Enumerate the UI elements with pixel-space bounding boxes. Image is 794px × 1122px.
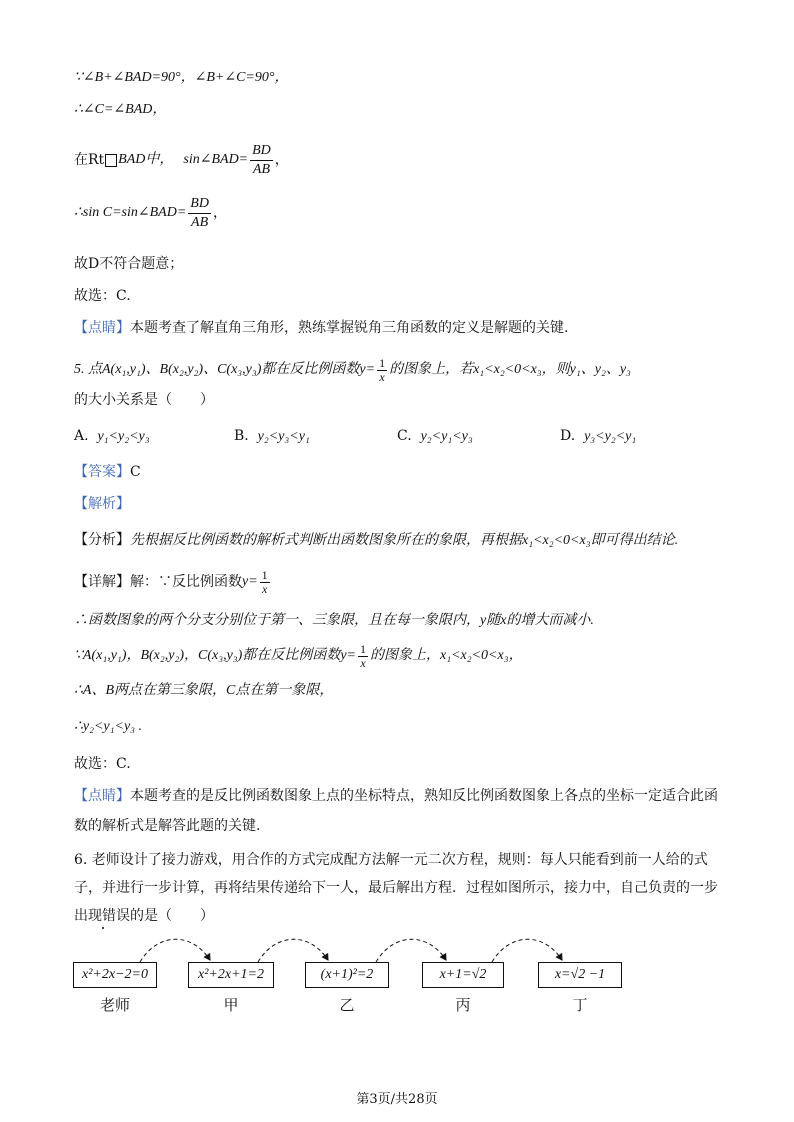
q6-stem-3: 出现错误的是（ ） xyxy=(74,908,214,924)
relay-label-ding: 丁 xyxy=(572,996,588,1014)
relay-box-yi: (x+1)²=2 xyxy=(305,962,389,988)
fraction-one-over-x-3: $\frac{1}{x}$ xyxy=(359,641,366,670)
q5-note-cont: 数的解析式是解答此题的关键. xyxy=(74,818,261,834)
q5-stem: 5. 点A(x₁,y₁)、B(x₂,y₂)、C(x₃,y₃)都在反比例函数 y= $\frac{1}{x}$ 的图象上，若x₁<x₂<0<x₃，则y₁、y₂、y₃ xyxy=(74,355,631,384)
q5-d6: 故选：C. xyxy=(74,756,131,772)
q6-stem-2: 子，并进行一步计算，再将结果传递给下一人，最后解出方程．过程如图所示，接力中，自己负责的一步 xyxy=(74,880,718,896)
relay-label-bing: 丙 xyxy=(455,996,471,1014)
relay-label-jia: 甲 xyxy=(223,996,239,1014)
line-angle-equal: ∴∠C=∠BAD， xyxy=(74,102,167,117)
relay-box-ding: x=√2 −1 xyxy=(538,962,622,988)
line-comment: 【点睛】本题考查了解直角三角形，熟练掌握锐角三角函数的定义是解题的关键. xyxy=(74,320,569,336)
fraction-bd-ab: $\frac{BD}{AB}$ xyxy=(252,142,271,177)
fraction-one-over-x-2: $\frac{1}{x}$ xyxy=(261,567,268,596)
line-angle-sum: ∵∠B+∠BAD=90°，∠B+∠C=90°， xyxy=(74,70,289,85)
q5-fenxi: 【分析】先根据反比例函数的解析式判断出函数图象所在的象限，再根据x₁<x₂<0<x₃即可得出结论. xyxy=(74,532,679,548)
q6-stem-1: 6. 老师设计了接力游戏，用合作的方式完成配方法解一元二次方程，规则：每人只能看到前一人给的式 xyxy=(74,852,708,868)
relay-box-jia: x²+2x+1=2 xyxy=(188,962,274,988)
q5-note: 【点睛】本题考查的是反比例函数图象上点的坐标特点，熟知反比例函数图象上各点的坐标一定适合此函 xyxy=(74,788,718,804)
relay-box-teacher: x²+2x−2=0 xyxy=(73,962,157,988)
page-footer: 第3页/共28页 xyxy=(356,1092,438,1107)
line-sin-c: ∴sin C=sin∠BAD= $\frac{BD}{AB}$ ， xyxy=(74,195,227,230)
q5-option-d[interactable]: D. y₃<y₂<y₁ xyxy=(560,428,637,444)
q5-analysis-tag: 【解析】 xyxy=(74,496,130,512)
q5-d2: ∴函数图象的两个分支分别位于第一、三象限，且在每一象限内，y随x的增大而减小. xyxy=(74,613,594,628)
q5-answer: 【答案】C xyxy=(74,464,141,480)
q5-d5: ∴y₂<y₁<y₃ . xyxy=(74,719,143,734)
fraction-bd-ab-2: $\frac{BD}{AB}$ xyxy=(190,195,209,230)
square-glyph-icon xyxy=(105,154,117,167)
q5-d4: ∴A、B两点在第三象限，C点在第一象限， xyxy=(74,683,334,698)
arrow-2 xyxy=(258,939,328,962)
q5-stem-cont: 的大小关系是（ ） xyxy=(74,392,214,408)
relay-label-yi: 乙 xyxy=(339,996,355,1014)
q5-detail: 【详解】 解：∵反比例函数 y= $\frac{1}{x}$ xyxy=(74,567,268,596)
q5-option-a[interactable]: A. y₁<y₂<y₃ xyxy=(74,428,150,444)
q5-option-b[interactable]: B. y₂<y₃<y₁ xyxy=(234,428,310,444)
line-sin-bad: 在Rt BAD中， sin∠BAD= $\frac{BD}{AB}$ ， xyxy=(74,142,289,177)
relay-label-teacher: 老师 xyxy=(99,996,130,1014)
relay-box-bing: x+1=√2 xyxy=(422,962,504,988)
arrow-4 xyxy=(492,939,562,962)
arrow-3 xyxy=(376,939,446,962)
arrow-1 xyxy=(140,939,210,962)
q5-d3: ∵A(x₁,y₁)，B(x₂,y₂)，C(x₃,y₃)都在反比例函数 y= $\frac{1}{x}$ 的图象上，x₁<x₂<0<x₃， xyxy=(74,641,523,670)
line-d-not-fit: 故D不符合题意； xyxy=(74,256,184,272)
fraction-one-over-x: $\frac{1}{x}$ xyxy=(379,355,386,384)
line-choose-c: 故选：C. xyxy=(74,288,131,304)
q5-option-c[interactable]: C. y₂<y₁<y₃ xyxy=(397,428,473,444)
